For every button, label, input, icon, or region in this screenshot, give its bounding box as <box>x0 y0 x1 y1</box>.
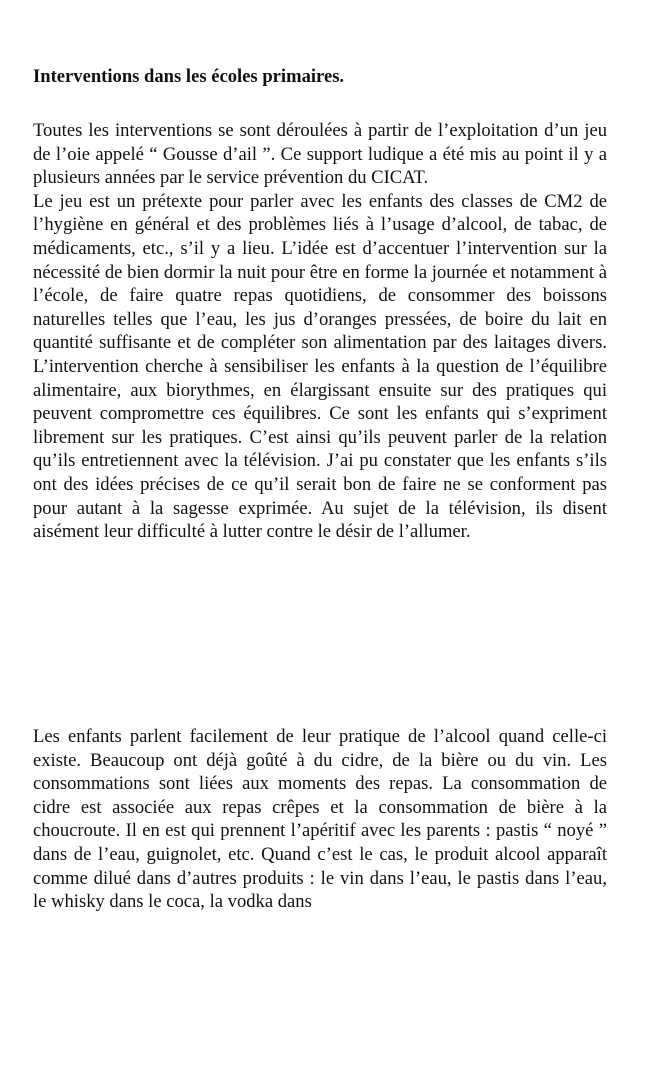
paragraph-alcohol-practice: Les enfants parlent facilement de leur pratique de l’alcool quand celle-ci existe. Beaucoup ont déjà goûté à du cidre, de la bière ou du vin. Les consommations sont liées aux moments des repas. La consommation de cidre est associée aux repas crêpes et la consommation de bière à la choucroute. Il en est qui prennent l’apéritif avec les parents : pastis “ noyé ” dans de l’eau, guignolet, etc. Quand c’est le cas, le produit alcool apparaît comme dilué dans d’autres produits : le vin dans l’eau, le pastis dans l’eau, le whisky dans le coca, la vodka dans <box>33 726 607 913</box>
paragraph-intro: Toutes les interventions se sont déroulées à partir de l’exploitation d’un jeu de l’oie appelé “ Gousse d’ail ”. Ce support ludique a été mis au point il y a plusieurs années par le service prévention du CICAT. <box>33 120 607 189</box>
section-heading: Interventions dans les écoles primaires. <box>33 66 345 87</box>
body-section-1 <box>33 119 607 544</box>
paragraph-game-description: Le jeu est un prétexte pour parler avec les enfants des classes de CM2 de l’hygiène en général et des problèmes liés à l’usage d’alcool, de tabac, de médicaments, etc., s’il y a lieu. L’idée est d’accentuer l’intervention sur la nécessité de bien dormir la nuit pour être en forme la journée et notamment à l’école, de faire quatre repas quotidiens, de consommer des boissons naturelles telles que l’eau, les jus d’oranges pressées, de boire du lait en quantité suffisante et de compléter son alimentation par des laitages divers. L’intervention cherche à sensibiliser les enfants à la question de l’équilibre alimentaire, aux biorythmes, en élargissant ensuite sur des pratiques qui peuvent compromettre ces équilibres. Ce sont les enfants qui s’expriment librement sur les pratiques. C’est ainsi qu’ils peuvent parler de la relation qu’ils entretiennent avec la télévision. J’ai pu constater que les enfants s’ils ont des idées précises de ce qu’il serait bon de faire ne se conforment pas pour autant à la sagesse exprimée. Au sujet de la télévision, ils disent aisément leur difficulté à lutter contre le désir de l’allumer. <box>33 190 607 543</box>
body-section-2 <box>33 725 607 914</box>
